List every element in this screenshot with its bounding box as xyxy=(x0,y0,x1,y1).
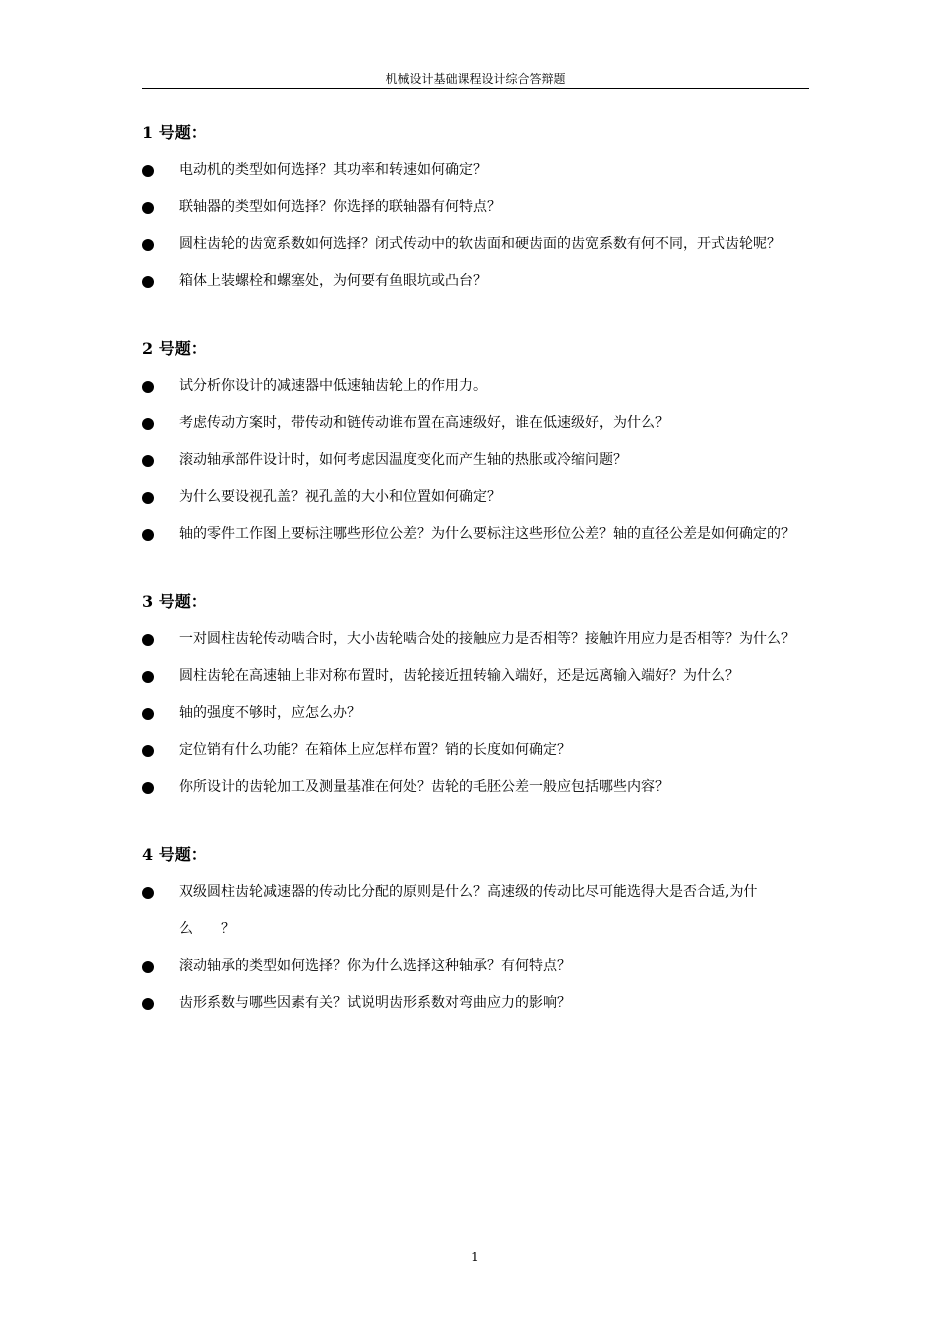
list-item xyxy=(142,874,812,948)
question-text: 圆柱齿轮的齿宽系数如何选择？闭式传动中的软齿面和硬齿面的齿宽系数有何不同，开式齿轮呢？ xyxy=(179,236,781,252)
list-item xyxy=(142,769,812,806)
question-text: 定位销有什么功能？在箱体上应怎样布置？销的长度如何确定？ xyxy=(179,742,571,758)
question-text: 联轴器的类型如何选择？你选择的联轴器有何特点？ xyxy=(179,199,501,215)
list-item xyxy=(142,695,812,732)
section-4 xyxy=(142,840,812,1022)
list-item xyxy=(142,658,812,695)
page-header xyxy=(142,70,809,89)
list-item xyxy=(142,985,812,1022)
list-item xyxy=(142,442,812,479)
list-item xyxy=(142,948,812,985)
list-item xyxy=(142,732,812,769)
question-text: 圆柱齿轮在高速轴上非对称布置时，齿轮接近扭转输入端好，还是远离输入端好？为什么？ xyxy=(179,668,739,684)
question-text: 你所设计的齿轮加工及测量基准在何处？齿轮的毛胚公差一般应包括哪些内容？ xyxy=(179,779,669,795)
question-text: 齿形系数与哪些因素有关？试说明齿形系数对弯曲应力的影响？ xyxy=(179,995,571,1011)
bullet-icon xyxy=(142,165,154,177)
question-text: 滚动轴承的类型如何选择？你为什么选择这种轴承？有何特点？ xyxy=(179,958,571,974)
bullet-icon xyxy=(142,381,154,393)
question-text: 考虑传动方案时，带传动和链传动谁布置在高速级好，谁在低速级好，为什么？ xyxy=(179,415,669,431)
question-text: 箱体上装螺栓和螺塞处，为何要有鱼眼坑或凸台？ xyxy=(179,273,487,289)
bullet-icon xyxy=(142,782,154,794)
list-item xyxy=(142,621,812,658)
section-3 xyxy=(142,587,812,806)
bullet-icon xyxy=(142,887,154,899)
question-text: 轴的零件工作图上要标注哪些形位公差？为什么要标注这些形位公差？轴的直径公差是如何确定的？ xyxy=(179,526,795,542)
bullet-icon xyxy=(142,492,154,504)
bullet-icon xyxy=(142,455,154,467)
bullet-icon xyxy=(142,671,154,683)
page-number: 1 xyxy=(471,1250,479,1264)
section-title: 4 号题： xyxy=(142,845,207,864)
list-item xyxy=(142,189,812,226)
header-title: 机械设计基础课程设计综合答辩题 xyxy=(385,72,566,86)
question-list xyxy=(142,118,812,1056)
question-text: 试分析你设计的减速器中低速轴齿轮上的作用力。 xyxy=(179,378,487,394)
list-item xyxy=(142,152,812,189)
list-item xyxy=(142,516,812,553)
question-text: 一对圆柱齿轮传动啮合时，大小齿轮啮合处的接触应力是否相等？接触许用应力是否相等？为什么？ xyxy=(179,631,795,647)
section-title: 1 号题： xyxy=(142,123,207,142)
bullet-icon xyxy=(142,529,154,541)
section-1 xyxy=(142,118,812,300)
bullet-icon xyxy=(142,708,154,720)
list-item xyxy=(142,263,812,300)
question-text: 为什么要设视孔盖？视孔盖的大小和位置如何确定？ xyxy=(179,489,501,505)
section-title: 3 号题： xyxy=(142,592,207,611)
bullet-icon xyxy=(142,202,154,214)
bullet-icon xyxy=(142,276,154,288)
section-title: 2 号题： xyxy=(142,339,207,358)
list-item xyxy=(142,405,812,442)
question-text: 双级圆柱齿轮减速器的传动比分配的原则是什么？高速级的传动比尽可能选得大是否合适,为什么 ？ xyxy=(179,884,758,937)
bullet-icon xyxy=(142,998,154,1010)
bullet-icon xyxy=(142,239,154,251)
list-item xyxy=(142,479,812,516)
bullet-icon xyxy=(142,418,154,430)
question-text: 滚动轴承部件设计时，如何考虑因温度变化而产生轴的热胀或冷缩问题？ xyxy=(179,452,627,468)
question-text: 电动机的类型如何选择？其功率和转速如何确定？ xyxy=(179,162,487,178)
bullet-icon xyxy=(142,634,154,646)
question-text: 轴的强度不够时，应怎么办？ xyxy=(179,705,361,721)
bullet-icon xyxy=(142,745,154,757)
list-item xyxy=(142,226,812,263)
bullet-icon xyxy=(142,961,154,973)
section-2 xyxy=(142,334,812,553)
list-item xyxy=(142,368,812,405)
